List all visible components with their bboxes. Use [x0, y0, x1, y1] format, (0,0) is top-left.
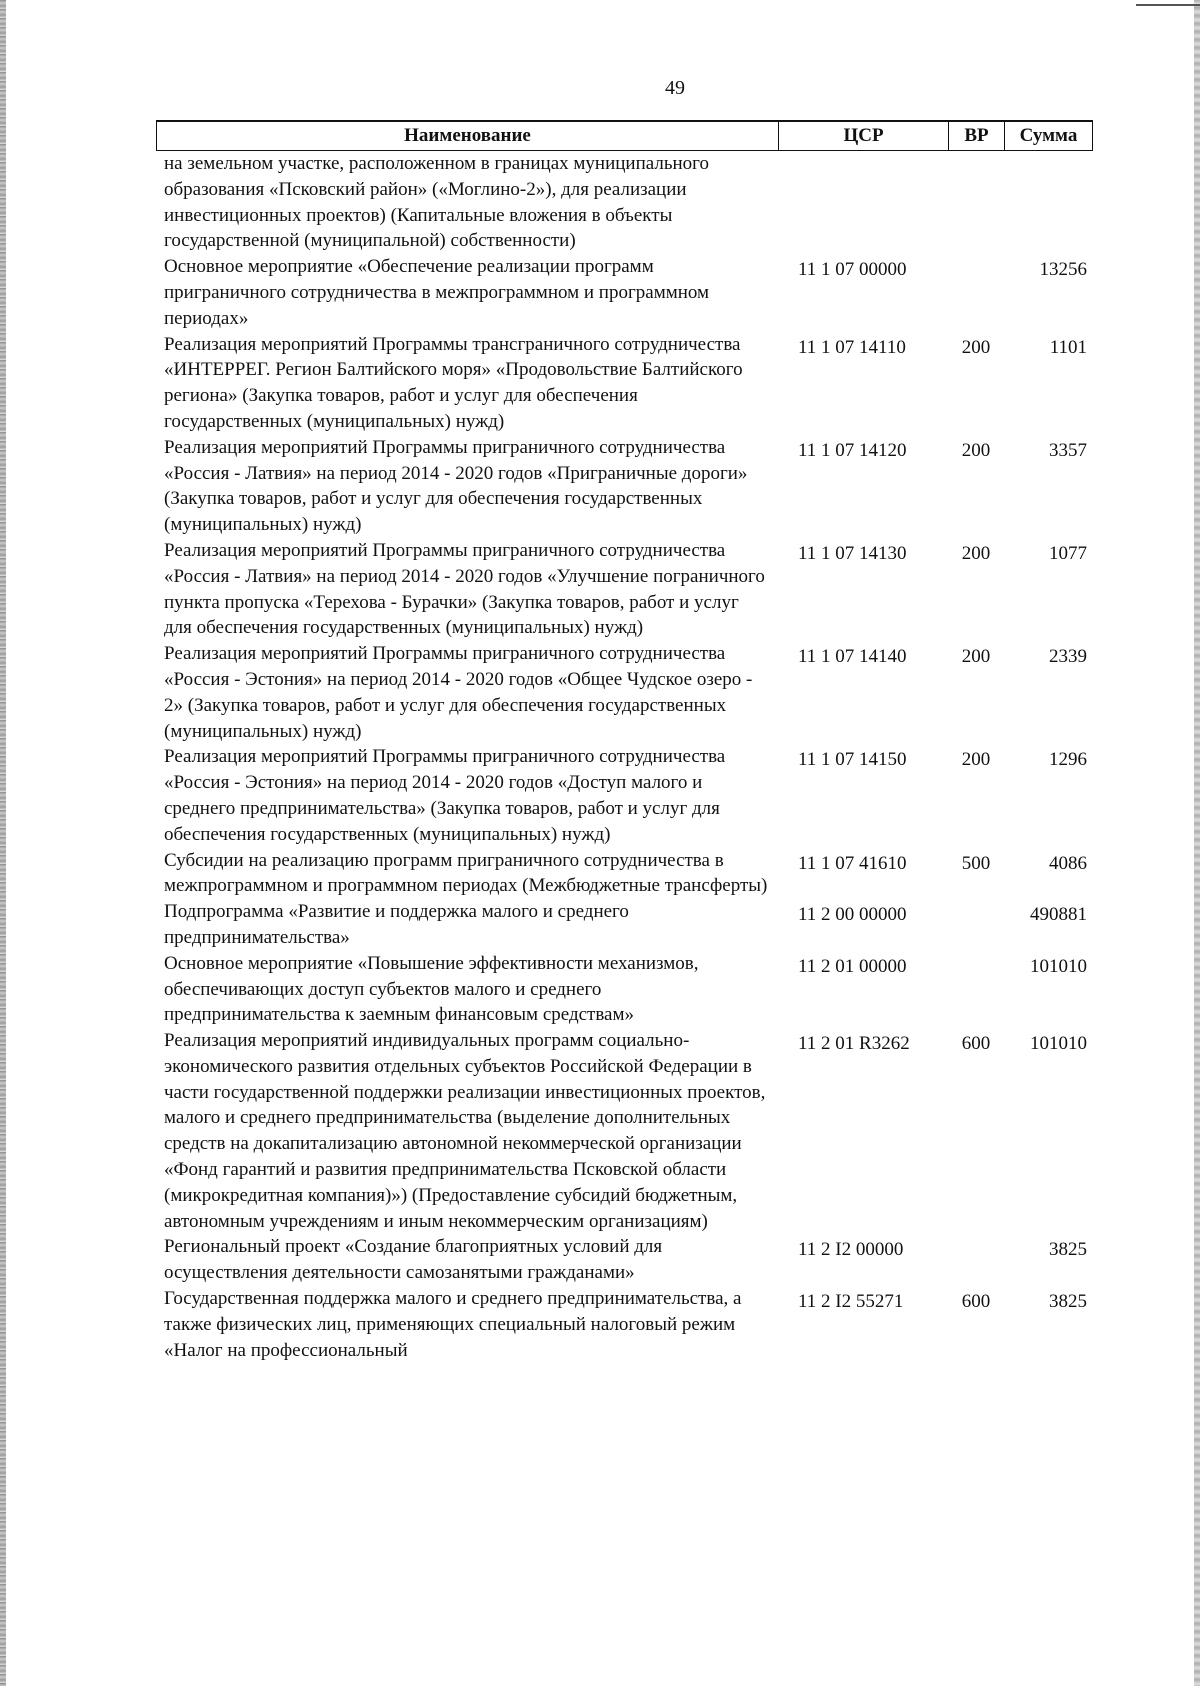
table-row	[156, 744, 1093, 847]
table-header	[156, 120, 1093, 151]
row-sum: 101010	[1030, 1033, 1087, 1055]
row-csr: 11 1 07 14130	[798, 542, 907, 564]
row-name: на земельном участке, расположенном в границах муниципального образования «Псковский район» («Моглино-2»), для реализации инвестиционных проектов) (Капитальные вложения в объекты государственной (муниципальной) собственности)	[164, 153, 709, 252]
row-sum: 1077	[1049, 542, 1087, 564]
row-name: Государственная поддержка малого и среднего предпринимательства, а также физических лиц, применяющих специальный налоговый режим «Налог на профессиональный	[164, 1288, 742, 1361]
table-row	[156, 435, 1093, 538]
budget-table	[156, 120, 1093, 1363]
row-sum: 2339	[1049, 646, 1087, 668]
row-csr: 11 1 07 41610	[798, 852, 907, 874]
header-sum: Сумма	[1004, 122, 1093, 150]
row-csr: 11 1 07 00000	[798, 259, 907, 281]
row-vr: 200	[961, 646, 991, 668]
page-number: 49	[665, 77, 685, 99]
row-vr: 200	[961, 439, 991, 461]
row-vr: 200	[961, 542, 991, 564]
table-body	[156, 151, 1093, 1363]
header-name: Наименование	[156, 122, 778, 150]
row-name: Реализация мероприятий Программы приграничного сотрудничества «Россия - Латвия» на период 2014 - 2020 годов «Улучшение пограничного пункта пропуска «Терехова - Бурачки» (Закупка товаров, работ и услуг для обеспечения государственных (муниципальных) нужд)	[164, 539, 765, 639]
scan-top-mark	[1136, 4, 1200, 6]
table-row	[156, 1286, 1093, 1363]
row-sum: 1296	[1049, 749, 1087, 771]
row-name: Основное мероприятие «Обеспечение реализации программ приграничного сотрудничества в межпрограммном и программном периодах»	[164, 256, 710, 329]
row-vr: 600	[961, 1033, 991, 1055]
row-sum: 4086	[1049, 852, 1087, 874]
table-row	[156, 1234, 1093, 1286]
row-csr: 11 2 00 00000	[798, 904, 907, 926]
row-name: Подпрограмма «Развитие и поддержка малого и среднего предпринимательства»	[164, 901, 629, 948]
row-sum: 1101	[1049, 336, 1087, 358]
row-name: Реализация мероприятий Программы приграничного сотрудничества «Россия - Эстония» на период 2014 - 2020 годов «Доступ малого и среднего предпринимательства» (Закупка товаров, работ и услуг для обеспечения государственных (муниципальных) нужд)	[164, 746, 726, 845]
header-csr: ЦСР	[778, 122, 948, 150]
row-sum: 3357	[1049, 439, 1087, 461]
row-csr: 11 1 07 14150	[798, 749, 907, 771]
row-name: Основное мероприятие «Повышение эффективности механизмов, обеспечивающих доступ субъектов малого и среднего предпринимательства к заемным финансовым средствам»	[164, 952, 699, 1026]
row-csr: 11 1 07 14140	[798, 646, 907, 668]
row-csr: 11 2 01 R3262	[798, 1033, 910, 1055]
row-vr: 200	[961, 336, 991, 358]
table-row	[156, 151, 1093, 254]
row-name: Реализация мероприятий Программы приграничного сотрудничества «Россия - Латвия» на период 2014 - 2020 годов «Приграничные дороги» (Закупка товаров, работ и услуг для обеспечения государственных (муниципальных) нужд)	[164, 436, 748, 536]
scan-edge-right	[1194, 0, 1200, 1686]
table-row	[156, 1028, 1093, 1234]
row-sum: 3825	[1049, 1291, 1087, 1313]
table-row	[156, 332, 1093, 435]
table-row	[156, 641, 1093, 744]
table-row	[156, 538, 1093, 641]
table-row	[156, 254, 1093, 331]
row-vr: 500	[961, 852, 991, 874]
row-csr: 11 2 I2 55271	[798, 1291, 904, 1313]
row-vr: 600	[961, 1291, 991, 1313]
row-name: Реализация мероприятий индивидуальных программ социально-экономического развития отдельных субъектов Российской Федерации в части государственной поддержки реализации инвестиционных проектов, малого и среднего предпринимательства (выделение дополнительных средств на докапитализацию автономной некоммерческой организации «Фонд гарантий и развития предпринимательства Псковской области (микрокредитная компания)») (Предоставление субсидий бюджетным, автономным учреждениям и иным некоммерческим организациям)	[164, 1030, 766, 1232]
table-row	[156, 899, 1093, 951]
header-vr: ВР	[948, 122, 1004, 150]
row-name: Реализация мероприятий Программы приграничного сотрудничества «Россия - Эстония» на период 2014 - 2020 годов «Общее Чудское озеро - 2» (Закупка товаров, работ и услуг для обеспечения государственных (муниципальных) нужд)	[164, 643, 753, 742]
row-csr: 11 2 01 00000	[798, 955, 907, 977]
row-sum: 3825	[1049, 1239, 1087, 1261]
row-name: Реализация мероприятий Программы трансграничного сотрудничества «ИНТЕРРЕГ. Регион Балтийского моря» «Продовольствие Балтийского региона» (Закупка товаров, работ и услуг для обеспечения государственных (муниципальных) нужд)	[164, 333, 743, 432]
row-vr: 200	[961, 749, 991, 771]
row-csr: 11 1 07 14120	[798, 439, 907, 461]
row-sum: 13256	[1039, 259, 1087, 281]
row-sum: 101010	[1030, 955, 1087, 977]
table-row	[156, 951, 1093, 1028]
row-name: Региональный проект «Создание благоприятных условий для осуществления деятельности самозанятыми гражданами»	[164, 1236, 663, 1284]
row-csr: 11 2 I2 00000	[798, 1239, 904, 1261]
scan-edge-left	[0, 0, 6, 1686]
row-csr: 11 1 07 14110	[798, 336, 906, 358]
row-name: Субсидии на реализацию программ приграничного сотрудничества в межпрограммном и программном периодах (Межбюджетные трансферты)	[164, 849, 768, 897]
table-row	[156, 848, 1093, 900]
row-sum: 490881	[1030, 904, 1087, 926]
